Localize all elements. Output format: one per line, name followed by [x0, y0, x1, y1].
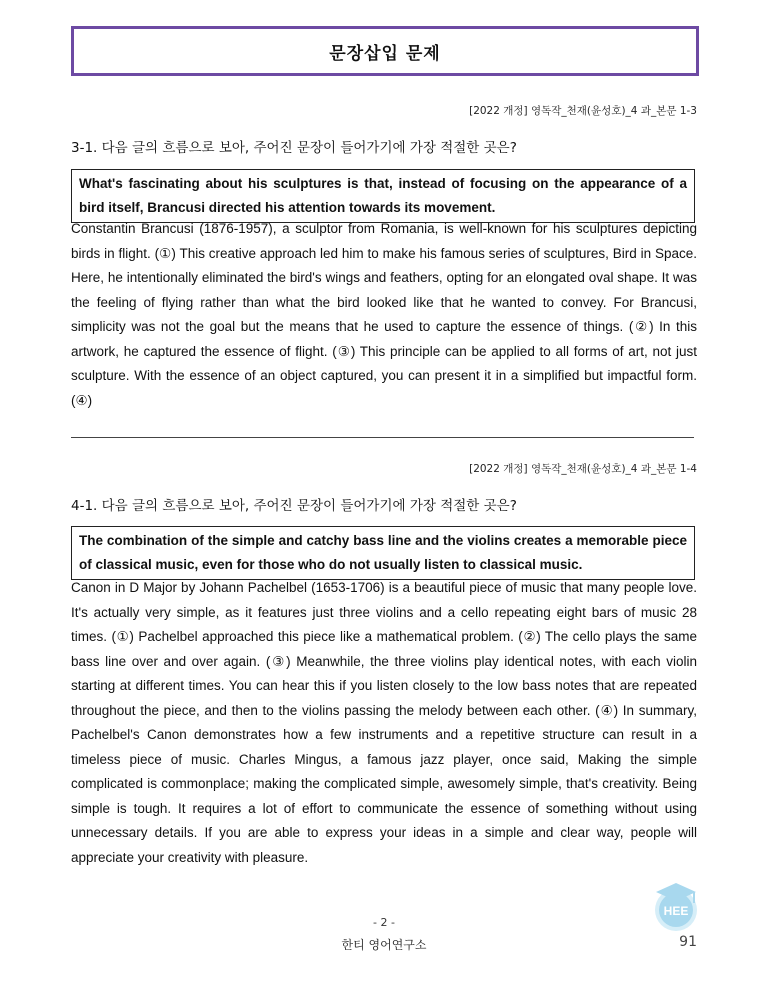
passage-text: Constantin Brancusi (1876-1957), a sculptor from Romania, is well-known for his sculptures depicting birds in flight. (①) This creative approach led him to make his famous series of sculptures, Bird in Space. Here, he intentionally eliminated the bird's wings and feathers, opting for an elongated oval shape. It was the feeling of flying rather than what the bird looked like that he wanted to convey. For Brancusi, simplicity was not the goal but the means that he used to capture the essence of things. (②) In this artwork, he captured the essence of flight. (③) This principle can be applied to all forms of art, not just sculpture. With the essence of an object captured, you can present it in a simplified but impactful form. (④): [71, 221, 697, 408]
source-label: [2022 개정] 영독작_천재(윤성호)_4 과_본문 1-4: [469, 463, 697, 475]
title-box: [71, 26, 699, 76]
hee-logo-icon: [648, 876, 704, 936]
passage-text: Canon in D Major by Johann Pachelbel (1653-1706) is a beautiful piece of music that many people love. It's actually very simple, as it features just three violins and a cello repeating eight bars of music 28 times. (①) Pachelbel approached this piece like a mathematical problem. (②) The cello plays the same bass line over and over again. (③) Meanwhile, the three violins play identical notes, with each violin starting at different times. You can hear this if you listen closely to the low bass notes that are repeated throughout the piece, and then to the violins passing the melody between each other. (④) In summary, Pachelbel's Canon demonstrates how a few instruments and a repetitive structure can result in a timeless piece of music. Charles Mingus, a famous jazz player, once said, Making the simple complicated is commonplace; making the complicated simple, awesomely simple, that's creativity. Being simple is tough. It requires a lot of effort to communicate the essence of something without using unnecessary details. If you are able to express your ideas in a simple and clear way, people will appreciate your creativity with pleasure.: [71, 580, 697, 865]
page-title: 문장삽입 문제: [329, 43, 441, 64]
given-sentence-box: What's fascinating about his sculptures is that, instead of focusing on the appearance of a bird itself, Brancusi directed his attention towards its movement.: [71, 169, 695, 223]
question-text: 3-1. 다음 글의 흐름으로 보아, 주어진 문장이 들어가기에 가장 적절한 곳은?: [71, 140, 517, 156]
question-text: 4-1. 다음 글의 흐름으로 보아, 주어진 문장이 들어가기에 가장 적절한 곳은?: [71, 498, 517, 514]
page-label: - 2 -: [373, 916, 395, 929]
source-label: [2022 개정] 영독작_천재(윤성호)_4 과_본문 1-3: [469, 105, 697, 117]
logo-text: HEE: [663, 904, 689, 918]
given-sentence-box: The combination of the simple and catchy bass line and the violins creates a memorable piece of classical music, even for those who do not usually listen to classical music.: [71, 526, 695, 580]
section-divider: [71, 437, 694, 438]
org-name: 한티 영어연구소: [341, 938, 427, 952]
page-number: 91: [679, 934, 697, 950]
